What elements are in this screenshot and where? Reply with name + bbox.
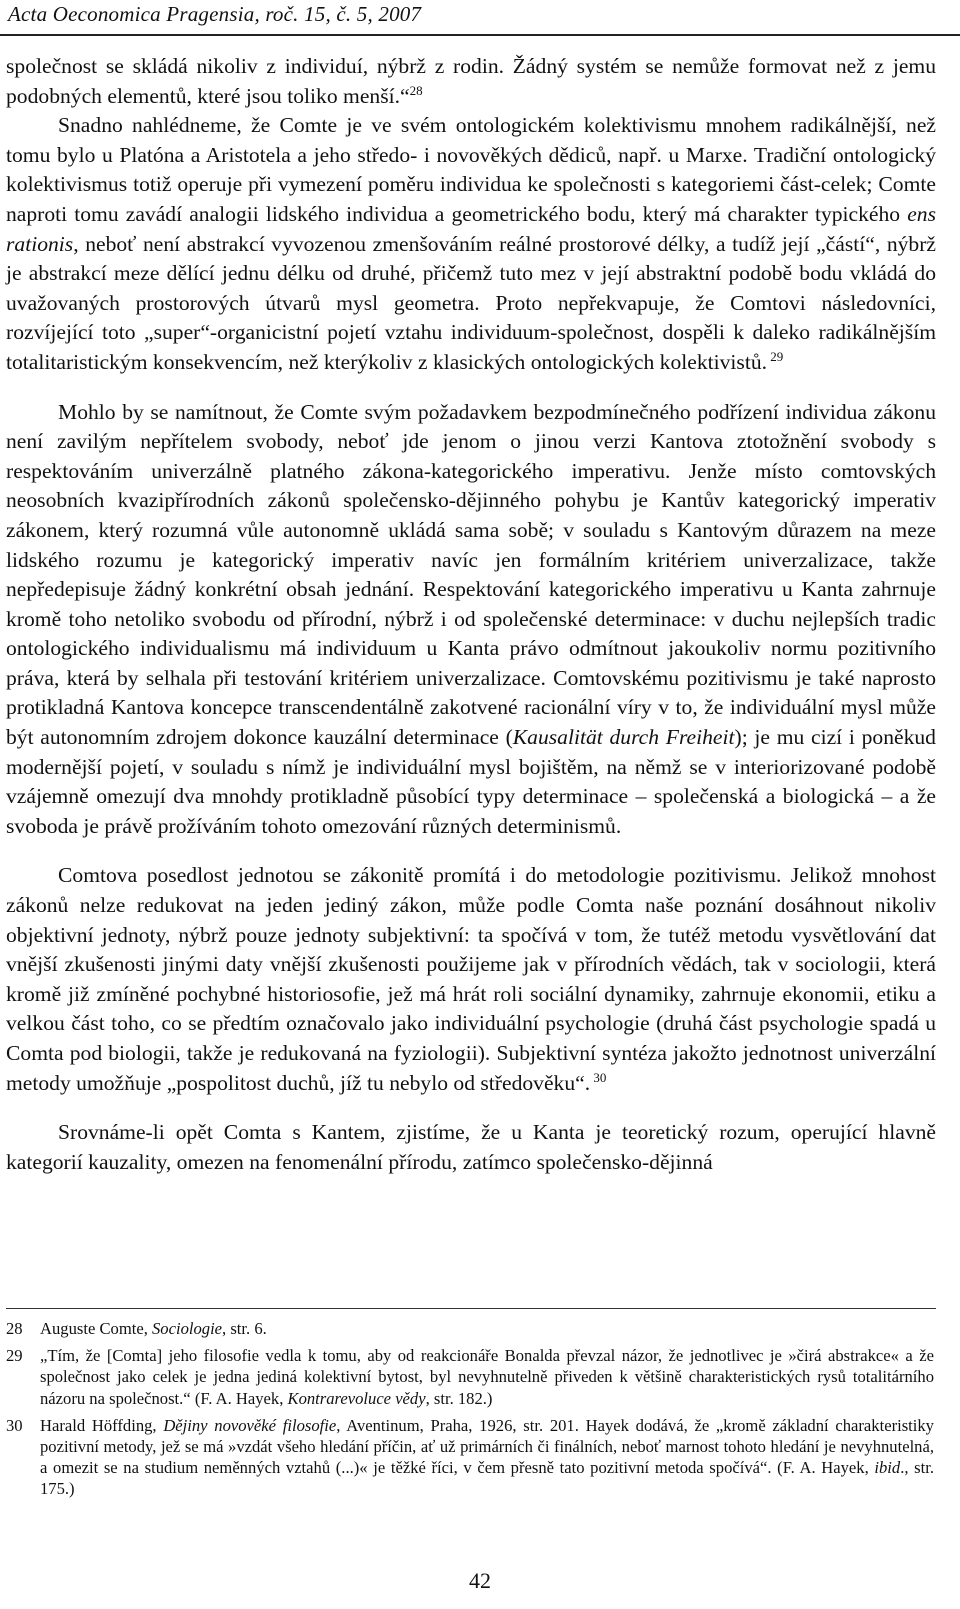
page-number: 42 xyxy=(469,1568,491,1593)
text-run: Harald Höffding, xyxy=(40,1415,164,1435)
paragraph xyxy=(6,861,936,1098)
footnote xyxy=(6,1345,934,1409)
footnote xyxy=(6,1318,934,1339)
text-run: ., str. 175.) xyxy=(40,1458,934,1499)
text-run: Snadno nahlédneme, že Comte je ve svém ontologickém kolektivismu mnohem radikálnější, než tomu bylo u Platóna a Aristotela a jeho středo- i novověkých dědiců, např. u Marxe. Tradiční ontologický kolektivismus totiž operuje při vymezení poměru individua ke společnosti s kategoriemi část-celek; Comte naproti tomu zavádí analogii lidského individua a geometrického bodu, který má charakter typického xyxy=(6,113,936,226)
text-run: Comtova posedlost jednotou se zákonitě promítá i do metodologie pozitivismu. Jelikož mnohost zákonů nelze redukovat na jeden jediný zákon, může podle Comta naše poznání dosáhnout nikoliv objektivní jednoty, nýbrž pouze jednoty subjektivní: ta spočívá v tom, že tutéž metodu vysvětlování dat vnější zkušenosti jinými daty vnější zkušenosti použijeme jak v přírodních vědách, tak v sociologii, která kromě již zmíněné pochybné historiosofie, jež má hrát roli sociální dynamiky, zahrnuje ekonomii, etiku a velkou část toho, co se předtím označovalo jako individuální psychologie (druhá část psychologie spadá u Comta pod biologii, takže je redukovaná na fyziologii). Subjektivní syntéza jakožto jednotnost univerzální metody umožňuje „pospolitost duchů, jíž tu nebylo od středověku“. xyxy=(6,863,936,1095)
italic-text: ens rationis xyxy=(6,201,936,256)
paragraph xyxy=(6,398,936,842)
italic-text: ibid xyxy=(874,1458,901,1478)
footnote-reference: 28 xyxy=(409,82,423,98)
paragraph xyxy=(6,1118,936,1177)
text-run: ); je mu cizí i poněkud modernější pojetí, v souladu s nímž je individuální mysl bojištěm, na němž se v interiorizované podobě vzájemně omezují dva mnohdy protikladně působící typy determinace – společenská a biologická – a že svoboda je právě prožíváním tohoto omezování různých determinismů. xyxy=(6,725,936,838)
footnote-text xyxy=(40,1416,934,1499)
running-header: Acta Oeconomica Pragensia, roč. 15, č. 5, 2007 xyxy=(8,2,422,26)
footnotes xyxy=(6,1318,934,1506)
italic-text: Dějiny novověké filosofie xyxy=(163,1415,337,1435)
footnote-text xyxy=(40,1346,934,1407)
text-run: , str. 6. xyxy=(222,1319,267,1338)
article-body xyxy=(6,52,936,1177)
footnote xyxy=(6,1415,934,1500)
text-run: Mohlo by se namítnout, že Comte svým požadavkem bezpodmínečného podřízení individua zákonu není zavilým nepřítelem svobody, neboť jde jenom o jinou verzi Kantova ztotožnění svobody s respektováním univerzálně platného zákona-kategorického imperativu. Jenže místo comtovských neosobních kvazipřírodních zákonů společensko-dějinného pohybu je Kantův kategorický imperativ zákonem, který rozumná vůle autonomně ukládá sama sobě; v souladu s Kantovým důrazem na meze lidského rozumu je kategorický imperativ navíc jen formálním kritériem univerzalizace, takže nepředepisuje žádný konkrétní obsah jednání. Respektování kategorického imperativu u Kanta zahrnuje kromě toho netoliko svobodu od přírodní, nýbrž i od společenské determinace: v duchu nejlepších tradic ontologického individualismu má individuum u Kanta právo odmítnout jakoukoliv normu pozitivního práva, která by selhala při testování kritériem univerzalizace. Comtovskému pozitivismu je také naprosto protikladná Kantova koncepce transcendentálně zakotvené racionální víry v to, že individuální mysl může být autonomním zdrojem dokonce kauzální determinace ( xyxy=(6,399,936,750)
footnote-reference: 30 xyxy=(590,1069,607,1085)
italic-text: Kontrarevoluce vědy xyxy=(287,1388,426,1408)
footnote-number: 28 xyxy=(6,1319,23,1338)
text-run: , Aventinum, Praha, 1926, str. 201. Hayek dodává, že „kromě základní charakteristiky pozitivní metody, jež se má »vzdát všeho hledání příčin, ať už primárních či finálních, neboť marnost tohoto hledání je nevyhnutelná, a omezit se na studium neměnných vztahů (...)« je těžké říci, v čem přesně tato pozitivní metoda spočívá“. (F. A. Hayek, xyxy=(40,1415,934,1478)
italic-text: Sociologie xyxy=(152,1319,223,1338)
text-run: , neboť není abstrakcí vyvozenou zmenšováním reálné prostorové délky, a tudíž její „částí“, nýbrž je abstrakcí meze dělící jednu délku od druhé, přičemž tuto mez v její abstraktní podobě bodu vkládá do uvažovaných prostorových útvarů mysl geometra. Proto nepřekvapuje, že Comtovi následovníci, rozvíjející toto „super“-organicistní pojetí vztahu individuum-společnost, dospěli k daleko radikálnějším totalitaristickým konsekvencím, než kterýkoliv z klasických ontologických kolektivistů. xyxy=(6,231,936,374)
header-rule xyxy=(0,34,960,36)
text-run: Auguste Comte, xyxy=(40,1319,152,1338)
text-run: „Tím, že [Comta] jeho filosofie vedla k tomu, aby od reakcionáře Bonalda převzal názor, že jednotlivec je »čirá abstrakce« a že společnost jako celek je jedna jediná kolektivní bytost, byl nevyhnutelně přiveden k většině charakteristických rysů totalitárního názoru na společnost.“ (F. A. Hayek, xyxy=(40,1346,934,1408)
text-run: Srovnáme-li opět Comta s Kantem, zjistíme, že u Kanta je teoretický rozum, operující hlavně kategorií kauzality, omezen na fenomenální přírodu, zatímco společensko-dějinná xyxy=(6,1120,936,1174)
footnote-text xyxy=(40,1319,267,1338)
paragraph-continued xyxy=(6,52,936,111)
text-run: společnost se skládá nikoliv z individuí, nýbrž z rodin. Žádný systém se nemůže formovat než z jemu podobných elementů, které jsou toliko menší.“ xyxy=(6,54,936,108)
footnote-number: 30 xyxy=(6,1415,23,1435)
footnote-rule xyxy=(6,1308,936,1309)
italic-text: Kausalität durch Freiheit xyxy=(512,725,735,750)
paragraph xyxy=(6,111,936,377)
footnote-reference: 29 xyxy=(767,349,784,365)
footnote-number: 29 xyxy=(6,1346,23,1366)
text-run: , str. 182.) xyxy=(425,1388,493,1408)
